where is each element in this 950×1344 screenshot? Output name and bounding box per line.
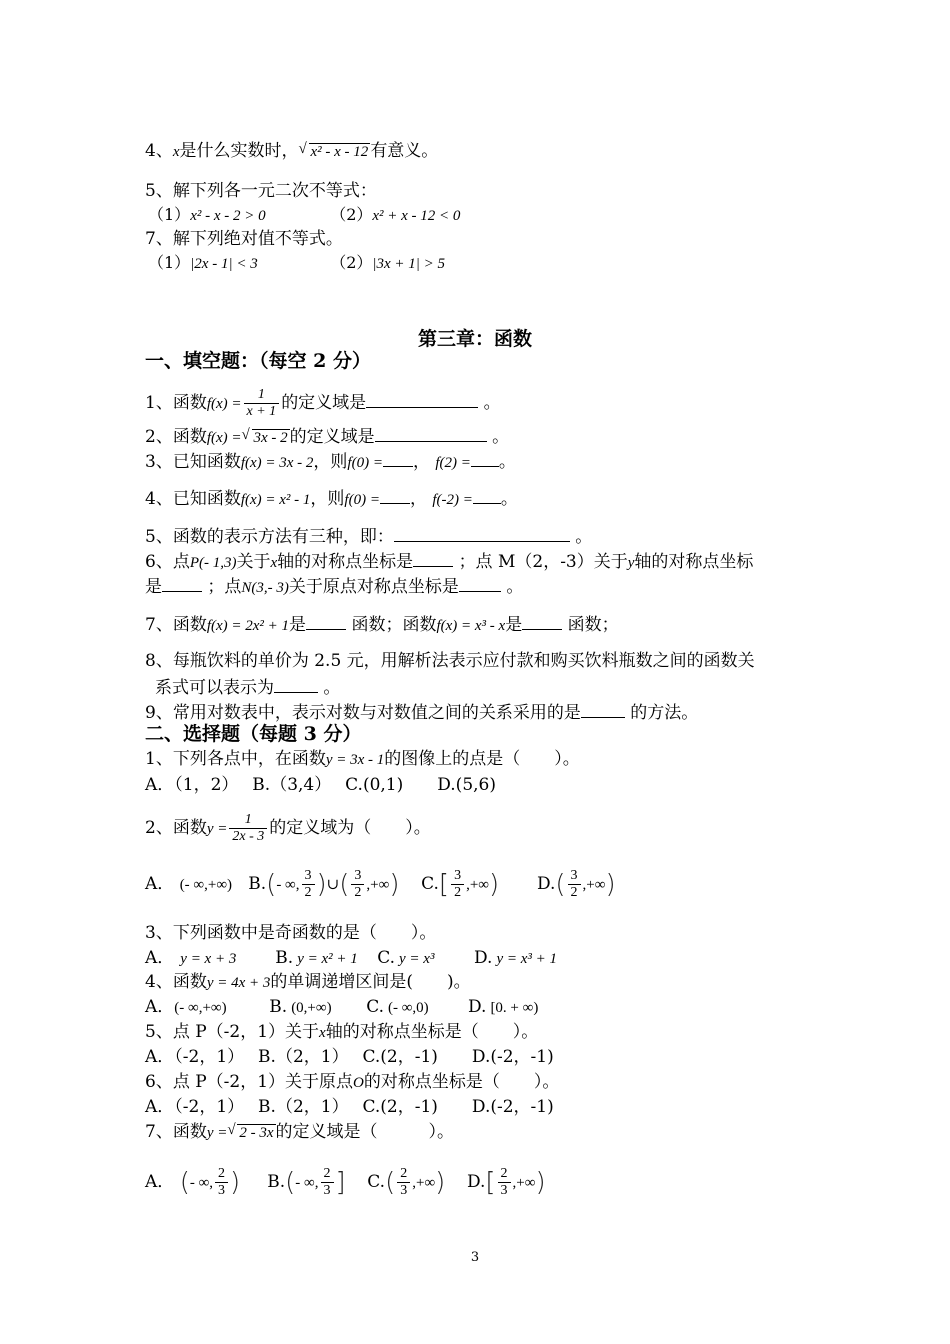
prev-q7-parts: （1）|2x - 1| < 3 （2）|3x + 1| > 5 bbox=[148, 253, 446, 272]
answer-blank[interactable] bbox=[274, 675, 318, 693]
s2-q5: 5、点 P（-2，1）关于x轴的对称点坐标是（ ）。 bbox=[145, 1022, 539, 1042]
answer-blank[interactable] bbox=[413, 549, 453, 567]
s1-q4: 4、已知函数f(x) = x² - 1，则f(0) = ， f(-2) = 。 bbox=[145, 486, 518, 511]
answer-blank[interactable] bbox=[380, 486, 410, 504]
answer-blank[interactable] bbox=[459, 574, 501, 592]
chapter-title: 第三章：函数 bbox=[417, 328, 532, 350]
prev-q4: 4、x是什么实数时， √ x² - x - 12 有意义。 bbox=[145, 141, 439, 161]
s2-q2-options[interactable]: A． (- ∞,+∞) B.(- ∞, $\frac{3}{2}$ )∪( $\frac{3}{2}$ ,+∞) C.[ $\frac{3}{2}$ ,+∞) D.( $\frac{3}{2}$ ,+∞) bbox=[145, 868, 616, 900]
answer-blank[interactable] bbox=[375, 424, 487, 442]
answer-blank[interactable] bbox=[383, 449, 413, 467]
answer-blank[interactable] bbox=[306, 612, 346, 630]
s1-q5: 5、函数的表示方法有三种，即： 。 bbox=[145, 524, 592, 548]
s2-q6: 6、点 P（-2，1）关于原点O的对称点坐标是（ ）。 bbox=[145, 1072, 560, 1092]
s1-q7: 7、函数f(x) = 2x² + 1是 函数；函数f(x) = x³ - x是 函数； bbox=[145, 612, 619, 637]
s1-q2: 2、函数f(x) = √ 3x - 2 的定义域是 。 bbox=[145, 424, 509, 449]
s2-q3: 3、下列函数中是奇函数的是（ ）。 bbox=[145, 923, 437, 943]
s1-q9: 9、常用对数表中，表示对数与对数值之间的关系采用的是 的方法。 bbox=[145, 700, 698, 724]
page-number: 3 bbox=[470, 1250, 480, 1265]
s2-q1-options[interactable]: A．（1，2） B.（3,4） C.(0,1) D.(5,6) bbox=[145, 775, 496, 795]
s2-q2: 2、函数y = $\frac{1}{2x - 3}$ 的定义域为（ ）。 bbox=[145, 812, 431, 844]
s1-q6-line1: 6、点P(- 1,3)关于x轴的对称点坐标是 ；点 M（2，-3）关于y轴的对称点坐标 bbox=[145, 549, 753, 574]
answer-blank[interactable] bbox=[394, 524, 570, 542]
s2-q5-options[interactable]: A．（-2，1） B.（2，1） C.(2，-1) D.(-2，-1) bbox=[145, 1047, 554, 1067]
s2-q4: 4、函数y = 4x + 3的单调递增区间是( )。 bbox=[145, 972, 471, 992]
answer-blank[interactable] bbox=[366, 390, 478, 408]
s2-q3-options[interactable]: A． y = x + 3 B. y = x² + 1 C. y = x³ D. y = x³ + 1 bbox=[145, 948, 557, 968]
s1-q3: 3、已知函数f(x) = 3x - 2，则f(0) = ， f(2) = 。 bbox=[145, 449, 516, 474]
prev-q5-title: 5、解下列各一元二次不等式： bbox=[145, 181, 377, 201]
prev-q5-parts: （1）x² - x - 2 > 0 （2）x² + x - 12 < 0 bbox=[148, 205, 461, 224]
section1-title: 一、填空题：（每空 2 分） bbox=[145, 350, 371, 372]
answer-blank[interactable] bbox=[473, 486, 501, 504]
answer-blank[interactable] bbox=[471, 449, 499, 467]
sqrt-expression: √ x² - x - 12 bbox=[298, 141, 369, 160]
answer-blank[interactable] bbox=[522, 612, 562, 630]
s2-q7: 7、函数y = √ 2 - 3x 的定义域是（ ）。 bbox=[145, 1122, 455, 1142]
answer-blank[interactable] bbox=[581, 700, 625, 718]
s2-q4-options[interactable]: A．(- ∞,+∞) B. (0,+∞) C. (- ∞,0) D. [0. + ∞) bbox=[145, 997, 539, 1017]
s1-q8-line2: 系式可以表示为 。 bbox=[155, 675, 340, 699]
s2-q6-options[interactable]: A．（-2，1） B.（2，1） C.(2，-1) D.(-2，-1) bbox=[145, 1097, 554, 1117]
s2-q7-options[interactable]: A． (- ∞, $\frac{2}{3}$ ) B.(- ∞, $\frac{2}{3}$ ] C.( $\frac{2}{3}$ ,+∞) D.[ $\frac{2}{3}$ ,+∞) bbox=[145, 1166, 546, 1198]
s1-q1: 1、函数f(x) = $\frac{1}{x + 1}$ 的定义域是 。 bbox=[145, 387, 501, 419]
s2-q1: 1、下列各点中，在函数y = 3x - 1的图像上的点是（ ）。 bbox=[145, 749, 580, 769]
s1-q8-line1: 8、每瓶饮料的单价为 2.5 元，用解析法表示应付款和购买饮料瓶数之间的函数关 bbox=[145, 651, 755, 671]
s1-q6-line2: 是 ；点N(3,- 3)关于原点对称点坐标是 。 bbox=[145, 574, 523, 599]
section2-title: 二、选择题（每题 3 分） bbox=[145, 723, 362, 745]
answer-blank[interactable] bbox=[162, 574, 202, 592]
prev-q7-title: 7、解下列绝对值不等式。 bbox=[145, 229, 343, 249]
